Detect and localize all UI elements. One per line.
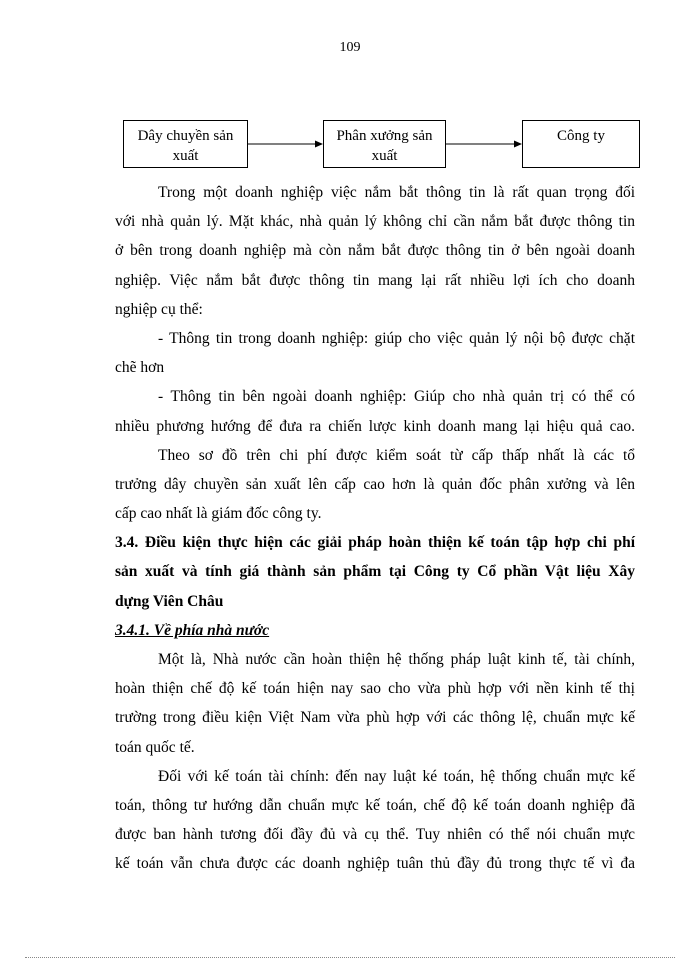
page-bottom-border: [25, 957, 675, 958]
paragraph-line: Theo sơ đồ trên chi phí được kiểm soát từ cấp thấp nhất là các tổ: [158, 446, 635, 464]
paragraph-line: nghiệp cụ thể:: [115, 300, 203, 318]
paragraph-line: - Thông tin bên ngoài doanh nghiệp: Giúp cho nhà quản trị có thể có: [158, 388, 635, 406]
flow-box-text: xuất: [371, 148, 398, 164]
flow-box-text: Công ty: [557, 128, 605, 144]
paragraph-line: chẽ hơn: [115, 359, 165, 377]
body-text: [115, 178, 635, 879]
paragraph-line: Trong một doanh nghiệp việc nắm bắt thông tin là rất quan trọng đối: [158, 184, 635, 201]
flow-box-text: Phân xưởng sản: [336, 128, 433, 144]
flow-diagram: [0, 120, 700, 180]
page-number: 109: [339, 40, 361, 55]
arrow-2-head: [514, 141, 522, 148]
flow-arrows: [0, 120, 700, 180]
paragraph-line: ở bên trong doanh nghiệp mà còn nắm bắt được thông tin ở bên ngoài doanh: [115, 242, 635, 260]
paragraph-line: cấp cao nhất là giám đốc công ty.: [115, 505, 322, 523]
arrow-1-head: [315, 141, 323, 148]
section-heading: 3.4. Điều kiện thực hiện các giải pháp hoàn thiện kế toán tập hợp chi phí: [115, 534, 635, 552]
paragraph-line: hoàn thiện chế độ kế toán hiện nay sao cho vừa phù hợp với nền kinh tế thị: [115, 680, 635, 698]
section-heading: sản xuất và tính giá thành sản phẩm tại Công ty Cổ phần Vật liệu Xây: [115, 563, 635, 581]
paragraph-line: nhiều phương hướng để đưa ra chiến lược kinh doanh mang lại hiệu quả cao.: [115, 417, 635, 435]
paragraph-line: toán quốc tế.: [115, 738, 195, 756]
paragraph-line: trưởng dây chuyền sản xuất lên cấp cao hơn là quản đốc phân xưởng và lên: [115, 475, 635, 493]
paragraph-line: Một là, Nhà nước cần hoàn thiện hệ thống pháp luật kinh tế, tài chính,: [158, 651, 635, 668]
subsection-heading: 3.4.1. Về phía nhà nước: [115, 621, 270, 639]
paragraph-line: kế toán vẫn chưa được các doanh nghiệp tuân thủ đầy đủ trong thực tế vì đa: [115, 855, 635, 873]
section-heading: dựng Viên Châu: [115, 592, 224, 610]
paragraph-line: với nhà quản lý. Mặt khác, nhà quản lý không chỉ cần nắm bắt được thông tin: [115, 213, 635, 231]
paragraph-line: trường trong điều kiện Việt Nam vừa phù hợp với các thông lệ, chuẩn mực kế: [115, 709, 635, 727]
flow-box-text: Dây chuyền sản: [137, 128, 234, 144]
paragraph-line: Đối với kế toán tài chính: đến nay luật ké toán, hệ thống chuẩn mực kế: [158, 767, 635, 785]
paragraph-line: được ban hành tương đối đầy đủ và cụ thể. Tuy nhiên có thể nói chuẩn mực: [115, 826, 635, 844]
paragraph-line: toán, thông tư hướng dẫn chuẩn mực kế toán, chế độ kế toán doanh nghiệp đã: [115, 796, 635, 814]
flow-box-text: xuất: [172, 148, 199, 164]
paragraph-line: nghiệp. Việc nắm bắt được thông tin mang lại rất nhiều lợi ích cho doanh: [115, 271, 635, 289]
paragraph-line: - Thông tin trong doanh nghiệp: giúp cho việc quản lý nội bộ được chặt: [158, 329, 635, 347]
